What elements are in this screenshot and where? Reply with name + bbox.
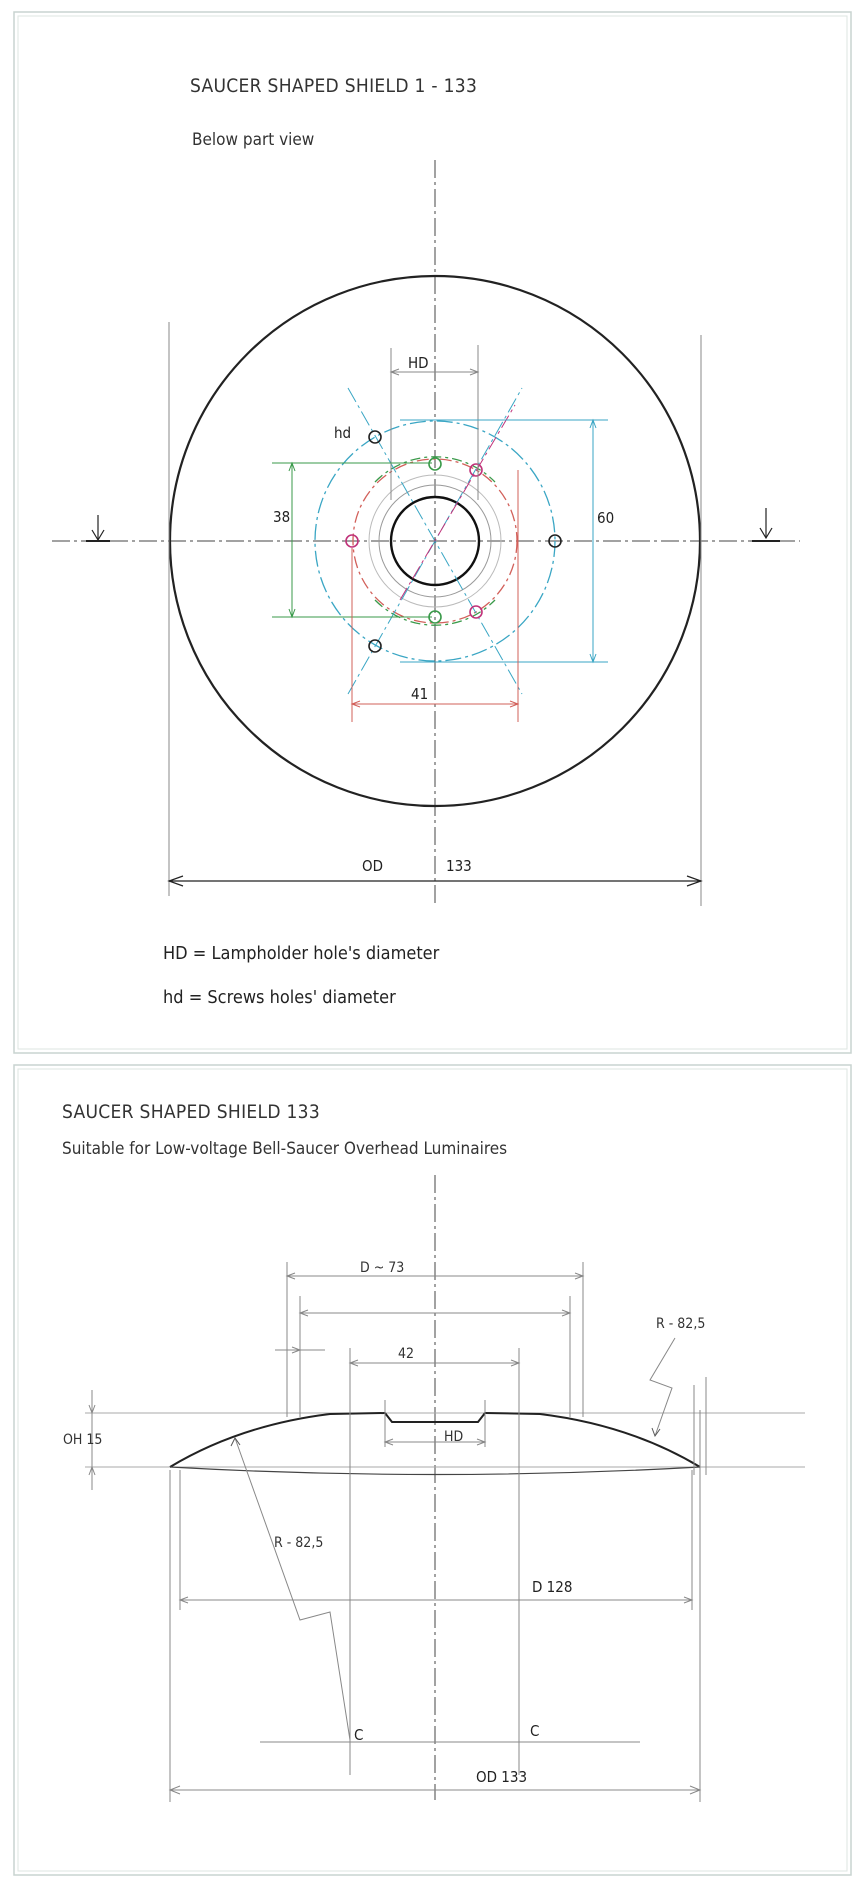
dim-od-label: OD: [362, 857, 384, 875]
screw-hole-dark: [369, 431, 381, 443]
top-panel: [14, 12, 851, 1053]
bottom-title: SAUCER SHAPED SHIELD 133: [62, 1101, 321, 1123]
dim-41-label: 41: [411, 685, 429, 703]
dim-hd-upper-label: HD: [408, 354, 429, 372]
dim-hd-bottom-label: HD: [444, 1429, 464, 1445]
dim-r-right-label: R - 82,5: [656, 1316, 706, 1332]
dim-hd-lower-label: hd: [334, 424, 352, 442]
dim-60-label: 60: [597, 509, 615, 527]
center-c-left-label: C: [354, 1726, 364, 1744]
dim-r-left-label: R - 82,5: [274, 1535, 324, 1551]
top-panel-frame: [14, 12, 851, 1053]
saucer-profile-top-left: [170, 1413, 385, 1467]
section-arrow-left: [86, 515, 110, 541]
leader-r-left: [231, 1438, 350, 1740]
legend-hd-upper: HD = Lampholder hole's diameter: [163, 943, 440, 964]
section-arrow-right: [752, 508, 780, 541]
dim-d73: [275, 1262, 583, 1417]
dim-42-label: 42: [398, 1346, 415, 1362]
bottom-panel: [14, 1065, 851, 1875]
dim-od-bottom-label: OD 133: [476, 1768, 528, 1786]
center-c-right-label: C: [530, 1722, 540, 1740]
bottom-subtitle: Suitable for Low-voltage Bell-Saucer Overhead Luminaires: [62, 1139, 508, 1159]
legend-hd-lower: hd = Screws holes' diameter: [163, 987, 396, 1008]
dim-d128: [180, 1470, 692, 1610]
dim-38-label: 38: [273, 508, 291, 526]
saucer-profile-top-right: [485, 1413, 700, 1467]
top-subtitle: Below part view: [192, 130, 315, 150]
dim-d73-label: D ~ 73: [360, 1260, 405, 1276]
dim-d128-label: D 128: [532, 1578, 573, 1596]
top-title: SAUCER SHAPED SHIELD 1 - 133: [190, 75, 478, 97]
bottom-panel-inner-frame: [18, 1069, 847, 1871]
bottom-panel-frame: [14, 1065, 851, 1875]
magenta-diagonal-axis: [400, 405, 515, 600]
dim-od-value: 133: [446, 857, 472, 875]
dim-oh-label: OH 15: [63, 1432, 103, 1448]
top-panel-inner-frame: [18, 16, 847, 1049]
